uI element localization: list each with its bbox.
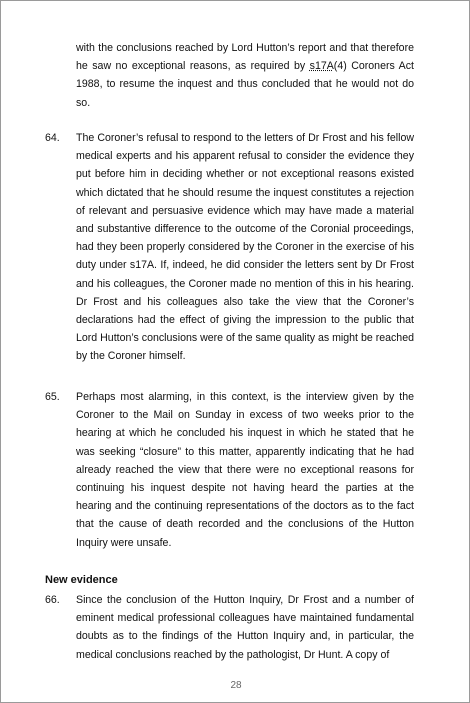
paragraph-text: Perhaps most alarming, in this context, is the interview given by the Coroner to the Mail on Sunday in excess of two weeks prior to the hearing at which he concluded his inquest in which he stated that he was seeking “closure” to this matter, apparently indicating that he had already reached the view that there were no exceptional reasons for continuing his inquest despite not having heard the parties at the hearing and the continuing representations of the doctors as to the fact that the cause of death recorded and the conclusions of the Hutton Inquiry were unsafe. <box>76 391 414 549</box>
continuation-paragraph <box>76 39 414 112</box>
paragraph-64 <box>45 129 414 366</box>
paragraph-number: 64. <box>45 132 60 144</box>
paragraph-65 <box>45 388 414 552</box>
paragraph-text: Since the conclusion of the Hutton Inquiry, Dr Frost and a number of eminent medical professional colleagues have maintained fundamental doubts as to the findings of the Hutton Inquiry and, in particular, the medical conclusions reached by the pathologist, Dr Hunt. A copy of <box>76 594 414 661</box>
statute-link[interactable]: s17A <box>309 60 334 73</box>
continuation-text-start: with the conclusions reached by Lord Hutton’s report and that therefore he saw no exceptional reasons, as required by <box>76 42 414 73</box>
paragraph-number: 66. <box>45 594 60 606</box>
paragraph-text: The Coroner’s refusal to respond to the letters of Dr Frost and his fellow medical experts and his apparent refusal to consider the evidence they put before him in deciding whether or not exceptional reasons existed which dictated that he should resume the inquest constitutes a rejection of relevant and persuasive evidence which may have made a material and substantive difference to the outcome of the Coronial proceedings, had they been properly considered by the Coroner in the exercise of his duty under s17A. If, indeed, he did consider the letters sent by Dr Frost and his colleagues, the Coroner made no mention of this in his hearing. Dr Frost and his colleagues also take the view that the Coroner’s declarations had the effect of giving the impression to the public that Lord Hutton’s conclusions were of the same quality as might be reached by the Coroner himself. <box>76 132 414 363</box>
page-number: 28 <box>230 680 242 691</box>
paragraph-number: 65. <box>45 391 60 403</box>
paragraph-66 <box>45 591 414 664</box>
section-heading: New evidence <box>45 574 118 586</box>
continuation-text-end: (4) Coroners Act 1988, to resume the inquest and thus concluded that he would not do so. <box>76 60 414 109</box>
